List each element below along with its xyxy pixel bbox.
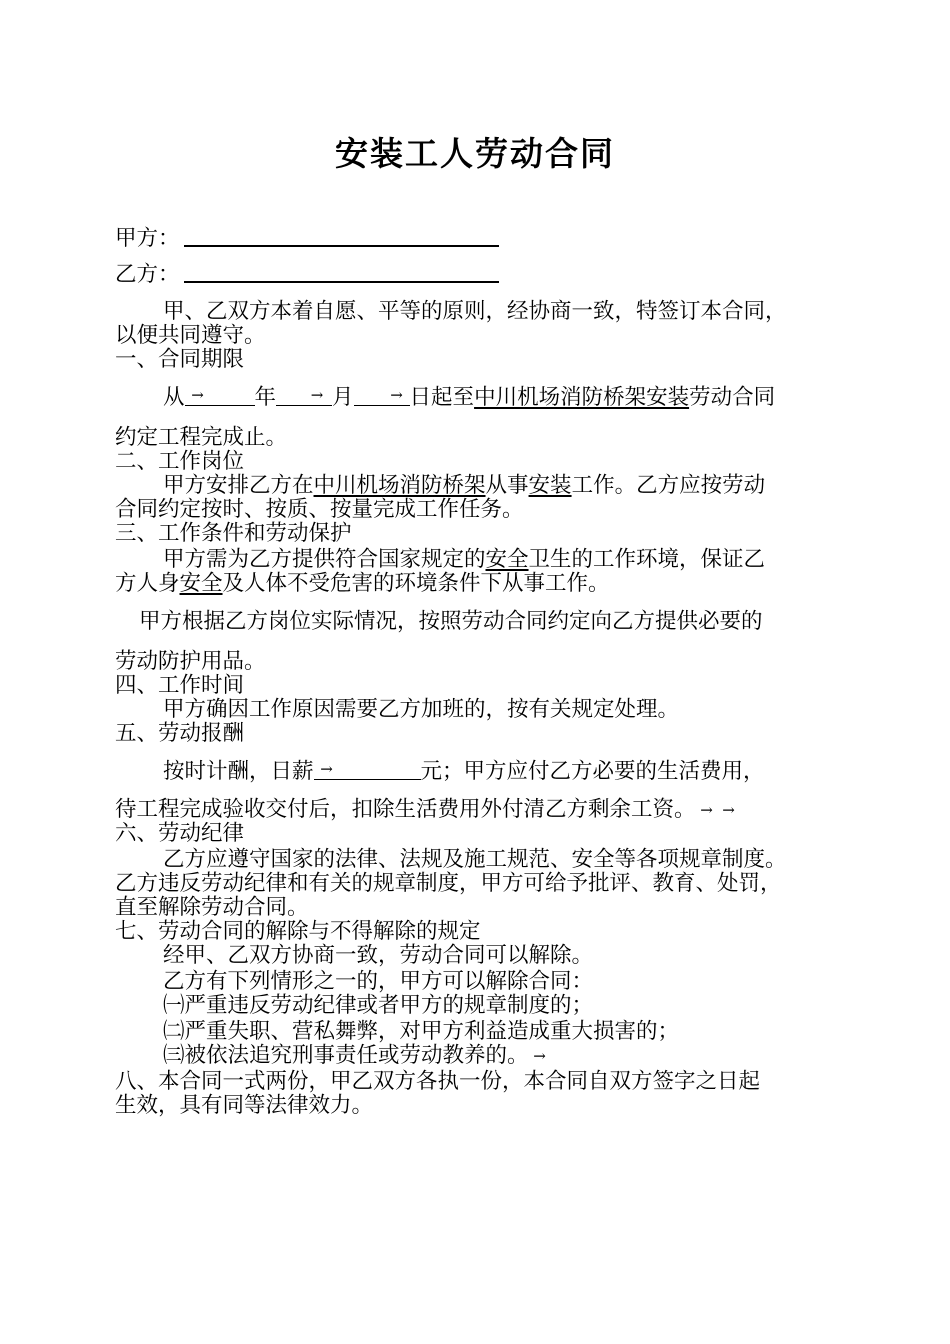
section-7-heading: 七、劳动合同的解除与不得解除的规定 [115, 919, 481, 944]
party-b-label: 乙方： [115, 262, 180, 287]
month-text: 月 [332, 385, 354, 410]
section-4-line-1: 甲方确因工作原因需要乙方加班的，按有关规定处理。 [163, 697, 680, 722]
section-1-line-1 [163, 385, 775, 411]
section-5-line-2 [115, 797, 740, 823]
safety-term: 安全 [179, 571, 223, 596]
day-from-text: 日起至 [409, 385, 475, 410]
text-segment: 工作。乙方应按劳动 [571, 473, 766, 498]
from-text: 从 [163, 385, 185, 410]
section-6-line-2: 乙方违反劳动纪律和有关的规章制度，甲方可给予批评、教育、处罚， [115, 871, 782, 896]
text-segment: 甲方需为乙方提供符合国家规定的 [163, 547, 486, 572]
start-month-field[interactable] [276, 385, 332, 406]
text-segment: 甲方安排乙方在 [163, 473, 314, 498]
arrow-icon: → [722, 801, 735, 819]
job-type: 安装 [528, 473, 572, 498]
section-7-item-1: ㈠严重违反劳动纪律或者甲方的规章制度的； [163, 993, 594, 1018]
arrow-icon: → [310, 386, 324, 404]
section-3-para-2-line-2: 劳动防护用品。 [115, 649, 266, 674]
contract-text: 劳动合同 [689, 385, 776, 410]
section-3-heading: 三、工作条件和劳动保护 [115, 521, 352, 546]
year-text: 年 [254, 385, 277, 410]
party-b-field[interactable] [184, 261, 499, 283]
text-segment: 卫生的工作环境，保证乙 [528, 547, 766, 572]
project-name: 中川机场消防桥架安装 [474, 385, 690, 410]
arrow-icon [529, 1043, 551, 1069]
section-1-line-2: 约定工程完成止。 [115, 425, 288, 450]
section-2-heading: 二、工作岗位 [115, 449, 245, 474]
party-b-line [115, 261, 499, 288]
intro-line-1: 甲、乙双方本着自愿、平等的原则，经协商一致，特签订本合同， [163, 299, 787, 324]
section-7-line-1: 经甲、乙双方协商一致，劳动合同可以解除。 [163, 943, 594, 968]
section-6-line-1: 乙方应遵守国家的法律、法规及施工规范、安全等各项规章制度。 [163, 847, 787, 872]
section-3-line-2 [115, 571, 610, 597]
intro-line-2: 以便共同遵守。 [115, 323, 266, 348]
section-6-line-3: 直至解除劳动合同。 [115, 895, 309, 920]
section-7-item-2: ㈡严重失职、营私舞弊，对甲方利益造成重大损害的； [163, 1019, 680, 1044]
section-8-line-2: 生效，具有同等法律效力。 [115, 1093, 374, 1118]
text-segment: 元；甲方应付乙方必要的生活费用， [420, 759, 765, 784]
section-1-heading: 一、合同期限 [115, 347, 245, 372]
section-3-line-1 [163, 547, 765, 573]
section-2-line-2: 合同约定按时、按质、按量完成工作任务。 [115, 497, 524, 522]
arrow-icon [696, 797, 740, 823]
section-5-heading: 五、劳动报酬 [115, 721, 245, 746]
section-5-line-1 [163, 759, 765, 785]
start-day-field[interactable] [354, 385, 410, 406]
arrow-icon: → [390, 386, 403, 404]
safety-term: 安全 [485, 547, 529, 572]
section-6-heading: 六、劳动纪律 [115, 821, 245, 846]
section-7-line-2: 乙方有下列情形之一的，甲方可以解除合同： [163, 969, 594, 994]
text-segment: 及人体不受危害的环境条件下从事工作。 [222, 571, 610, 596]
text-segment: 待工程完成验收交付后，扣除生活费用外付清乙方剩余工资。 [115, 797, 696, 822]
text-segment: ㈢被依法追究刑事责任或劳动教养的。 [163, 1043, 529, 1068]
section-7-item-3 [163, 1043, 551, 1069]
section-2-line-1 [163, 473, 765, 499]
start-year-field[interactable] [185, 385, 255, 406]
arrow-icon: → [533, 1047, 546, 1065]
text-segment: 按时计酬，日薪 [163, 759, 314, 784]
party-a-field[interactable] [184, 225, 499, 247]
section-4-heading: 四、工作时间 [115, 673, 245, 698]
daily-wage-field[interactable] [314, 759, 421, 780]
section-3-para-2-line-1: 甲方根据乙方岗位实际情况，按照劳动合同约定向乙方提供必要的 [139, 609, 763, 634]
text-segment: 从事 [485, 473, 529, 498]
document-title: 安装工人劳动合同 [335, 134, 615, 173]
text-segment: 方人身 [115, 571, 180, 596]
arrow-icon: → [191, 386, 204, 404]
arrow-icon: → [700, 801, 713, 819]
arrow-icon: → [320, 760, 333, 778]
party-a-label: 甲方： [115, 226, 180, 251]
party-a-line [115, 225, 499, 252]
section-8-line-1: 八、本合同一式两份，甲乙双方各执一份，本合同自双方签字之日起 [115, 1069, 761, 1094]
work-place: 中川机场消防桥架 [313, 473, 486, 498]
